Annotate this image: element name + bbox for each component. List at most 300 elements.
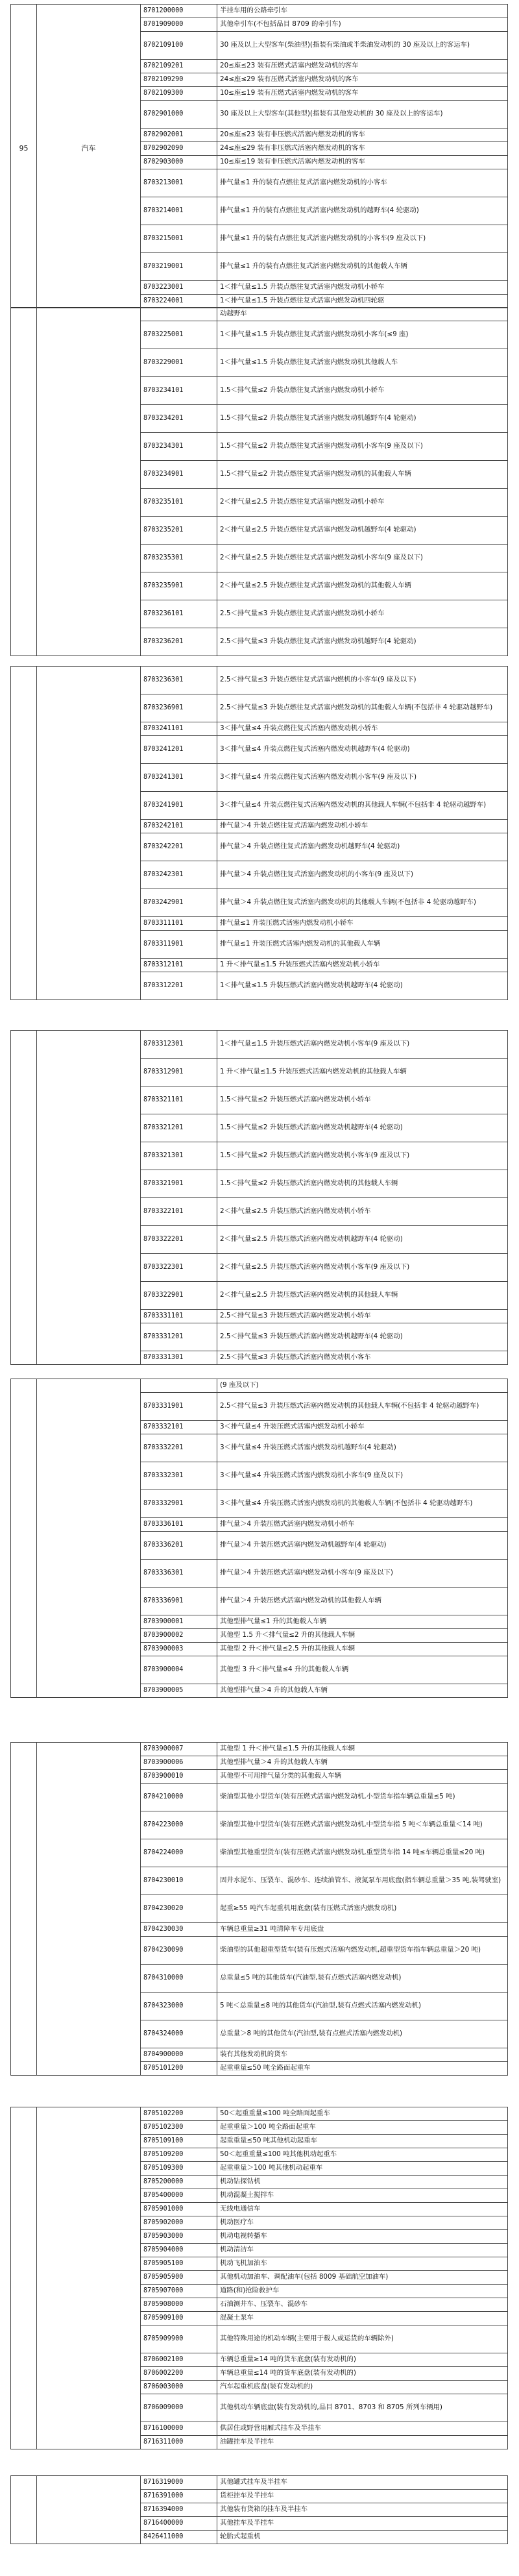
section-name-cell bbox=[37, 2189, 141, 2203]
commodity-code: 8706002100 bbox=[141, 2353, 217, 2367]
section-name-cell bbox=[37, 1867, 141, 1895]
commodity-description: 其他型 1.5 升＜排气量≤2 升的其他载人车辆 bbox=[217, 1629, 508, 1643]
commodity-code: 8703235101 bbox=[141, 489, 217, 517]
commodity-code: 8426411000 bbox=[141, 2531, 217, 2544]
section-number-cell bbox=[11, 197, 37, 225]
commodity-code: 8705109100 bbox=[141, 2135, 217, 2148]
section-number-cell bbox=[11, 861, 37, 889]
table-row bbox=[11, 1560, 508, 1588]
commodity-code: 8703900004 bbox=[141, 1656, 217, 1684]
commodity-code: 8703242201 bbox=[141, 833, 217, 861]
section-name-cell bbox=[37, 722, 141, 736]
section-name-cell bbox=[37, 972, 141, 1000]
section-number-cell bbox=[11, 1310, 37, 1323]
commodity-description: 2＜排气量≤2.5 升装压燃式活塞内燃发动机越野车(4 轮驱动) bbox=[217, 1226, 508, 1254]
table-row bbox=[11, 489, 508, 517]
table-row bbox=[11, 2353, 508, 2367]
section-name-cell bbox=[37, 1965, 141, 1993]
commodity-code: 8703229001 bbox=[141, 349, 217, 377]
commodity-code: 8703322301 bbox=[141, 1254, 217, 1282]
section-number-cell bbox=[11, 931, 37, 959]
section-number-cell bbox=[11, 1114, 37, 1142]
section-name-cell bbox=[37, 861, 141, 889]
table-row bbox=[11, 1434, 508, 1462]
table-row bbox=[11, 1226, 508, 1254]
table-row bbox=[11, 1379, 508, 1393]
table-row bbox=[11, 2107, 508, 2121]
section-number-cell bbox=[11, 60, 37, 73]
table-row bbox=[11, 1282, 508, 1310]
commodity-code: 8704230020 bbox=[141, 1895, 217, 1923]
section-name-cell bbox=[37, 2367, 141, 2381]
commodity-description: 其他特殊用途的机动车辆(主要用于载人或运货的车辆除外) bbox=[217, 2325, 508, 2353]
section-name-cell bbox=[37, 1811, 141, 1839]
table-row bbox=[11, 2176, 508, 2189]
section-number-cell bbox=[11, 1393, 37, 1421]
commodity-description: 3＜排气量≤4 升装点燃往复式活塞内燃发动机小客车(9 座及以下) bbox=[217, 764, 508, 792]
table-row bbox=[11, 1839, 508, 1867]
table-row bbox=[11, 2476, 508, 2490]
commodity-description: 供居住或野营用厢式挂车及半挂车 bbox=[217, 2422, 508, 2436]
commodity-description: 其他型排气量＞4 升的其他载人车辆 bbox=[217, 1756, 508, 1770]
table-row bbox=[11, 2148, 508, 2162]
commodity-description: 5 吨＜总重量≤8 吨的其他货车(汽油型,装有点燃式活塞内燃发动机) bbox=[217, 1993, 508, 2020]
commodity-description: 柴油型其他重型货车(装有压燃式活塞内燃发动机,重型货车指 14 吨≤车辆总重量≤20 吨) bbox=[217, 1839, 508, 1867]
section-name-cell bbox=[37, 1226, 141, 1254]
section-name-cell bbox=[37, 1310, 141, 1323]
section-name-cell bbox=[37, 101, 141, 129]
table-row bbox=[11, 2531, 508, 2544]
commodity-code: 8703900002 bbox=[141, 1629, 217, 1643]
commodity-code: 8702109201 bbox=[141, 60, 217, 73]
section-number-cell bbox=[11, 2531, 37, 2544]
commodity-description: 2＜排气量≤2.5 升装点燃往复式活塞内燃发动机越野车(4 轮驱动) bbox=[217, 517, 508, 545]
commodity-description: 轮胎式起重机 bbox=[217, 2531, 508, 2544]
commodity-description: 排气量≤1 升装压燃式活塞内燃发动机的其他载人车辆 bbox=[217, 931, 508, 959]
commodity-code: 8703236901 bbox=[141, 694, 217, 722]
section-name-cell bbox=[37, 1170, 141, 1198]
commodity-description: 其他挂车及半挂车 bbox=[217, 2517, 508, 2531]
commodity-code: 8705400000 bbox=[141, 2189, 217, 2203]
table-row bbox=[11, 917, 508, 931]
section-name-cell bbox=[37, 405, 141, 433]
commodity-description: 1.5＜排气量≤2 升装压燃式活塞内燃发动机的其他载人车辆 bbox=[217, 1170, 508, 1198]
table-row bbox=[11, 764, 508, 792]
section-number-cell bbox=[11, 1282, 37, 1310]
section-name-cell bbox=[37, 2325, 141, 2353]
section-number-cell bbox=[11, 2176, 37, 2189]
section-name-cell bbox=[37, 2135, 141, 2148]
section-name-cell bbox=[37, 1756, 141, 1770]
commodity-description: 2＜排气量≤2.5 升装压燃式活塞内燃发动机小轿车 bbox=[217, 1198, 508, 1226]
table-row bbox=[11, 1895, 508, 1923]
commodity-description: 货柜挂车及半挂车 bbox=[217, 2490, 508, 2503]
commodity-description: 其他型排气量≤1 升的其他载人车辆 bbox=[217, 1615, 508, 1629]
commodity-description: 柴油型的其他超重型货车(装有压燃式活塞内燃发动机,超重型货车指车辆总重量＞20 吨) bbox=[217, 1937, 508, 1965]
table-row bbox=[11, 281, 508, 295]
commodity-code: 8703322201 bbox=[141, 1226, 217, 1254]
commodity-code: 8716319000 bbox=[141, 2476, 217, 2490]
table-row bbox=[11, 1937, 508, 1965]
commodity-code: 8703241301 bbox=[141, 764, 217, 792]
commodity-code: 8705905900 bbox=[141, 2271, 217, 2285]
table-row bbox=[11, 2257, 508, 2271]
section-number-cell bbox=[11, 1532, 37, 1560]
table-row bbox=[11, 667, 508, 694]
section-number-cell bbox=[11, 1059, 37, 1086]
commodity-code: 8705200000 bbox=[141, 2176, 217, 2189]
table-row bbox=[11, 820, 508, 833]
commodity-code: 8703311101 bbox=[141, 917, 217, 931]
section-number-cell bbox=[11, 1490, 37, 1518]
commodity-description: 车辆总重量≥31 吨清障车专用底盘 bbox=[217, 1923, 508, 1937]
commodity-code: 8703234901 bbox=[141, 461, 217, 489]
table-row bbox=[11, 722, 508, 736]
section-name-cell bbox=[37, 736, 141, 764]
commodity-code: 8701909000 bbox=[141, 18, 217, 32]
table-row bbox=[11, 1784, 508, 1811]
commodity-code: 8703332201 bbox=[141, 1434, 217, 1462]
table-row bbox=[11, 1684, 508, 1698]
section-number-cell bbox=[11, 295, 37, 308]
commodity-description: 1 升＜排气量≤1.5 升装压燃式活塞内燃发动机小轿车 bbox=[217, 959, 508, 972]
commodity-code: 8703331201 bbox=[141, 1323, 217, 1351]
table-row bbox=[11, 2312, 508, 2325]
commodity-description: 排气量≤1 升装压燃式活塞内燃发动机小轿车 bbox=[217, 917, 508, 931]
commodity-description: 1＜排气量≤1.5 升装压燃式活塞内燃发动机越野车(4 轮驱动) bbox=[217, 972, 508, 1000]
commodity-description: 柴油型其他小型货车(装有压燃式活塞内燃发动机,小型货车指车辆总重量≤5 吨) bbox=[217, 1784, 508, 1811]
table-row bbox=[11, 2503, 508, 2517]
section-name-cell bbox=[37, 308, 141, 321]
section-name-cell bbox=[37, 349, 141, 377]
commodity-code: 8703242301 bbox=[141, 861, 217, 889]
section-number-cell bbox=[11, 628, 37, 656]
table-row bbox=[11, 1588, 508, 1615]
section-number-cell bbox=[11, 1560, 37, 1588]
section-name-cell bbox=[37, 60, 141, 73]
commodity-description: 24≤座≤29 装有压燃式活塞内燃发动机的客车 bbox=[217, 73, 508, 87]
section-number-cell bbox=[11, 73, 37, 87]
section-number-cell bbox=[11, 694, 37, 722]
commodity-description: 石油测井车、压裂车、混砂车 bbox=[217, 2298, 508, 2312]
table-row bbox=[11, 2162, 508, 2176]
section-name-cell bbox=[37, 281, 141, 295]
section-name-cell bbox=[37, 197, 141, 225]
section-number-cell bbox=[11, 2121, 37, 2135]
table-row bbox=[11, 2216, 508, 2230]
table-row bbox=[11, 5, 508, 18]
commodity-code: 8702109100 bbox=[141, 32, 217, 60]
section-number-cell bbox=[11, 2353, 37, 2367]
commodity-description: 3＜排气量≤4 升装压燃式活塞内燃发动机小轿车 bbox=[217, 1421, 508, 1434]
commodity-code: 8703321901 bbox=[141, 1170, 217, 1198]
section-name-cell bbox=[37, 1643, 141, 1656]
commodity-code: 8703312201 bbox=[141, 972, 217, 1000]
section-number-cell bbox=[11, 2436, 37, 2449]
table-row bbox=[11, 959, 508, 972]
section-name-cell bbox=[37, 1393, 141, 1421]
table-row bbox=[11, 1323, 508, 1351]
commodity-description: 3＜排气量≤4 升装点燃往复式活塞内燃发动机小轿车 bbox=[217, 722, 508, 736]
table-row bbox=[11, 1142, 508, 1170]
commodity-code: 8703336101 bbox=[141, 1518, 217, 1532]
section-number-cell bbox=[11, 2257, 37, 2271]
commodity-code: 8703214001 bbox=[141, 197, 217, 225]
section-name-cell bbox=[37, 1588, 141, 1615]
section-name-cell bbox=[37, 2162, 141, 2176]
commodity-description: 1＜排气量≤1.5 升装点燃往复式活塞内燃发动机四轮驱 bbox=[217, 295, 508, 308]
commodity-description: 1.5＜排气量≤2 升装点燃往复式活塞内燃发动机越野车(4 轮驱动) bbox=[217, 405, 508, 433]
table-row bbox=[11, 349, 508, 377]
section-number-cell bbox=[11, 349, 37, 377]
commodity-description: 3＜排气量≤4 升装压燃式活塞内燃发动机小客车(9 座及以下) bbox=[217, 1462, 508, 1490]
table-row bbox=[11, 1114, 508, 1142]
section-number-cell bbox=[11, 1518, 37, 1532]
section-number-cell bbox=[11, 2394, 37, 2422]
table-row bbox=[11, 1462, 508, 1490]
section-name-cell bbox=[37, 2490, 141, 2503]
commodity-code: 8703241201 bbox=[141, 736, 217, 764]
section-number-cell bbox=[11, 1770, 37, 1784]
commodity-code: 8703312901 bbox=[141, 1059, 217, 1086]
commodity-description: 起重重量＞100 吨其他机动起重车 bbox=[217, 2162, 508, 2176]
section-number-cell bbox=[11, 433, 37, 461]
section-name-cell bbox=[37, 129, 141, 142]
section-number-cell bbox=[11, 2490, 37, 2503]
commodity-code: 8703332301 bbox=[141, 1462, 217, 1490]
table-row bbox=[11, 156, 508, 169]
section-name-cell bbox=[37, 1351, 141, 1365]
table-row bbox=[11, 1351, 508, 1365]
commodity-description: 2＜排气量≤2.5 升装压燃式活塞内燃发动机的其他载人车辆 bbox=[217, 1282, 508, 1310]
table-row bbox=[11, 694, 508, 722]
commodity-code: 8703900005 bbox=[141, 1684, 217, 1698]
table-row bbox=[11, 1059, 508, 1086]
table-row bbox=[11, 253, 508, 281]
commodity-code: 8703311901 bbox=[141, 931, 217, 959]
section-name-cell bbox=[37, 2531, 141, 2544]
commodity-code: 8703322901 bbox=[141, 1282, 217, 1310]
hs-code-table bbox=[10, 1742, 508, 2076]
commodity-description: 2.5＜排气量≤3 升装点燃往复式活塞内燃机的小客车(9 座及以下) bbox=[217, 667, 508, 694]
commodity-description: 3＜排气量≤4 升装点燃往复式活塞内燃发动机越野车(4 轮驱动) bbox=[217, 736, 508, 764]
section-number-cell bbox=[11, 32, 37, 60]
section-number-cell bbox=[11, 2162, 37, 2176]
commodity-description: 2.5＜排气量≤3 升装压燃式活塞内燃发动机小客车 bbox=[217, 1351, 508, 1365]
commodity-description: 机动钻探钻机 bbox=[217, 2176, 508, 2189]
commodity-description: 半挂车用的公路牵引车 bbox=[217, 5, 508, 18]
section-number-cell bbox=[11, 1086, 37, 1114]
section-number-cell bbox=[11, 1462, 37, 1490]
commodity-description: 1.5＜排气量≤2 升装压燃式活塞内燃发动机越野车(4 轮驱动) bbox=[217, 1114, 508, 1142]
section-number-cell bbox=[11, 377, 37, 405]
section-name-cell bbox=[37, 1031, 141, 1059]
section-number-cell bbox=[11, 2020, 37, 2048]
commodity-code: 8703900001 bbox=[141, 1615, 217, 1629]
commodity-code: 8703225001 bbox=[141, 321, 217, 349]
commodity-description: 1.5＜排气量≤2 升装点燃往复式活塞内燃发动机小轿车 bbox=[217, 377, 508, 405]
section-number-cell bbox=[11, 600, 37, 628]
commodity-description: 排气量＞4 升装压燃式活塞内燃发动机越野车(4 轮驱动) bbox=[217, 1532, 508, 1560]
section-number-cell bbox=[11, 281, 37, 295]
commodity-description: 30 座及以上大型客车(柴油型)(指装有柴油或半柴油发动机的 30 座及以上的客运车) bbox=[217, 32, 508, 60]
section-name-cell bbox=[37, 5, 141, 18]
table-row bbox=[11, 1170, 508, 1198]
section-name-cell bbox=[37, 2216, 141, 2230]
commodity-code: 8705905100 bbox=[141, 2257, 217, 2271]
commodity-description: 排气量≤1 升的装有点燃往复式活塞内燃发动机的小客车 bbox=[217, 169, 508, 197]
table-row bbox=[11, 461, 508, 489]
section-number-cell bbox=[11, 1142, 37, 1170]
table-row bbox=[11, 1393, 508, 1421]
table-row bbox=[11, 2298, 508, 2312]
section-number-cell bbox=[11, 2285, 37, 2298]
section-name-cell bbox=[37, 2298, 141, 2312]
section-name-cell bbox=[37, 1114, 141, 1142]
section-number-cell bbox=[11, 2148, 37, 2162]
commodity-description: 起重重量≤50 吨其他机动起重车 bbox=[217, 2135, 508, 2148]
table-row bbox=[11, 2285, 508, 2298]
commodity-code: 8703900006 bbox=[141, 1756, 217, 1770]
table-row bbox=[11, 1867, 508, 1895]
table-row bbox=[11, 1656, 508, 1684]
commodity-description: 2＜排气量≤2.5 升装点燃往复式活塞内燃发动机小客车(9 座及以下) bbox=[217, 545, 508, 572]
table-row bbox=[11, 2271, 508, 2285]
commodity-description: 排气量≤1 升的装有点燃往复式活塞内燃发动机的小客车(9 座及以下) bbox=[217, 225, 508, 253]
section-name-cell bbox=[37, 2121, 141, 2135]
section-name-cell bbox=[37, 1490, 141, 1518]
table-row bbox=[11, 1743, 508, 1756]
commodity-description: 其他型 1 升＜排气量≤1.5 升的其他载人车辆 bbox=[217, 1743, 508, 1756]
table-row bbox=[11, 2230, 508, 2244]
table-row bbox=[11, 2517, 508, 2531]
section-name-cell bbox=[37, 1282, 141, 1310]
table-row bbox=[11, 792, 508, 820]
section-name-cell bbox=[37, 321, 141, 349]
table-row bbox=[11, 18, 508, 32]
section-number-cell bbox=[11, 2367, 37, 2381]
section-number-cell bbox=[11, 156, 37, 169]
table-row bbox=[11, 572, 508, 600]
commodity-code: 8704224000 bbox=[141, 1839, 217, 1867]
table-row bbox=[11, 2325, 508, 2353]
table-row bbox=[11, 321, 508, 349]
section-number-cell bbox=[11, 2135, 37, 2148]
section-number-cell bbox=[11, 1031, 37, 1059]
section-name-cell bbox=[37, 833, 141, 861]
section-number-cell bbox=[11, 2244, 37, 2257]
commodity-code: 8703321201 bbox=[141, 1114, 217, 1142]
commodity-description: 3＜排气量≤4 升装点燃往复式活塞内燃发动机的其他载人车辆(不包括非 4 轮驱动越野车) bbox=[217, 792, 508, 820]
section-name-cell bbox=[37, 1421, 141, 1434]
section-name-cell bbox=[37, 1518, 141, 1532]
section-name-cell bbox=[37, 2394, 141, 2422]
table-row bbox=[11, 972, 508, 1000]
commodity-code: 8701200000 bbox=[141, 5, 217, 18]
section-name-cell bbox=[37, 2503, 141, 2517]
table-row bbox=[11, 2203, 508, 2216]
commodity-description: 1.5＜排气量≤2 升装点燃往复式活塞内燃发动机小客车(9 座及以下) bbox=[217, 433, 508, 461]
table-row bbox=[11, 405, 508, 433]
table-row bbox=[11, 32, 508, 60]
commodity-code: 8703241901 bbox=[141, 792, 217, 820]
commodity-code: 8703234101 bbox=[141, 377, 217, 405]
section-number-cell bbox=[11, 1784, 37, 1811]
commodity-description: 2.5＜排气量≤3 升装压燃式活塞内燃发动机越野车(4 轮驱动) bbox=[217, 1323, 508, 1351]
commodity-description: 排气量＞4 升装点燃往复式活塞内燃发动机越野车(4 轮驱动) bbox=[217, 833, 508, 861]
section-number-cell bbox=[11, 2325, 37, 2353]
section-name-cell bbox=[37, 2517, 141, 2531]
section-number-cell bbox=[11, 2189, 37, 2203]
section-number-cell bbox=[11, 722, 37, 736]
section-number-cell bbox=[11, 2203, 37, 2216]
table-row bbox=[11, 2490, 508, 2503]
table-row bbox=[11, 931, 508, 959]
section-number-cell bbox=[11, 1226, 37, 1254]
commodity-code: 8704230030 bbox=[141, 1923, 217, 1937]
commodity-description: 20≤座≤23 装有非压燃式活塞内燃发动机的客车 bbox=[217, 129, 508, 142]
section-name-cell bbox=[37, 1254, 141, 1282]
section-name-cell bbox=[37, 2020, 141, 2048]
section-number-cell bbox=[11, 1588, 37, 1615]
section-name-cell bbox=[37, 1784, 141, 1811]
table-row bbox=[11, 889, 508, 917]
commodity-code: 8703331101 bbox=[141, 1310, 217, 1323]
commodity-code: 8706009000 bbox=[141, 2394, 217, 2422]
hs-code-table bbox=[10, 307, 508, 656]
section-name-cell bbox=[37, 32, 141, 60]
commodity-code: 8703223001 bbox=[141, 281, 217, 295]
section-name-cell bbox=[37, 1560, 141, 1588]
hs-code-table bbox=[10, 2107, 508, 2449]
section-number-cell bbox=[11, 5, 37, 18]
section-number-cell bbox=[11, 1656, 37, 1684]
section-name-cell bbox=[37, 572, 141, 600]
section-name-cell bbox=[37, 694, 141, 722]
section-name-cell bbox=[37, 142, 141, 156]
commodity-description: 2.5＜排气量≤3 升装点燃往复式活塞内燃发动机的其他载人车辆(不包括非 4 轮驱动越野车) bbox=[217, 694, 508, 722]
section-number-cell bbox=[11, 253, 37, 281]
commodity-description: 2＜排气量≤2.5 升装压燃式活塞内燃发动机小客车(9 座及以下) bbox=[217, 1254, 508, 1282]
commodity-code: 8704324000 bbox=[141, 2020, 217, 2048]
table-row bbox=[11, 2422, 508, 2436]
section-name-cell bbox=[37, 600, 141, 628]
section-name-cell bbox=[37, 1770, 141, 1784]
commodity-code: 8705903000 bbox=[141, 2230, 217, 2244]
section-name-cell bbox=[37, 377, 141, 405]
table-row bbox=[11, 1518, 508, 1532]
commodity-description: 50＜起重重量≤100 吨其他机动起重车 bbox=[217, 2148, 508, 2162]
commodity-code: 8703900007 bbox=[141, 1743, 217, 1756]
table-row bbox=[11, 2244, 508, 2257]
commodity-description: 1.5＜排气量≤2 升装压燃式活塞内燃发动机小轿车 bbox=[217, 1086, 508, 1114]
commodity-code: 8702903000 bbox=[141, 156, 217, 169]
section-number-cell bbox=[11, 101, 37, 129]
section-name-cell bbox=[37, 545, 141, 572]
commodity-description: 其他机动加油车、调配油车(包括 8009 基础航空加油车) bbox=[217, 2271, 508, 2285]
commodity-code: 8703322101 bbox=[141, 1198, 217, 1226]
section-name-cell bbox=[37, 1743, 141, 1756]
section-name-cell bbox=[37, 2476, 141, 2490]
commodity-description: 排气量≤1 升的装有点燃往复式活塞内燃发动机的其他载人车辆 bbox=[217, 253, 508, 281]
commodity-code: 8705102300 bbox=[141, 2121, 217, 2135]
commodity-code bbox=[141, 1379, 217, 1393]
commodity-description: 机动电视转播车 bbox=[217, 2230, 508, 2244]
table-row bbox=[11, 833, 508, 861]
section-number-cell bbox=[11, 489, 37, 517]
section-name-cell bbox=[37, 2062, 141, 2076]
commodity-description: 排气量≤1 升的装有点燃往复式活塞内燃发动机的越野车(4 轮驱动) bbox=[217, 197, 508, 225]
